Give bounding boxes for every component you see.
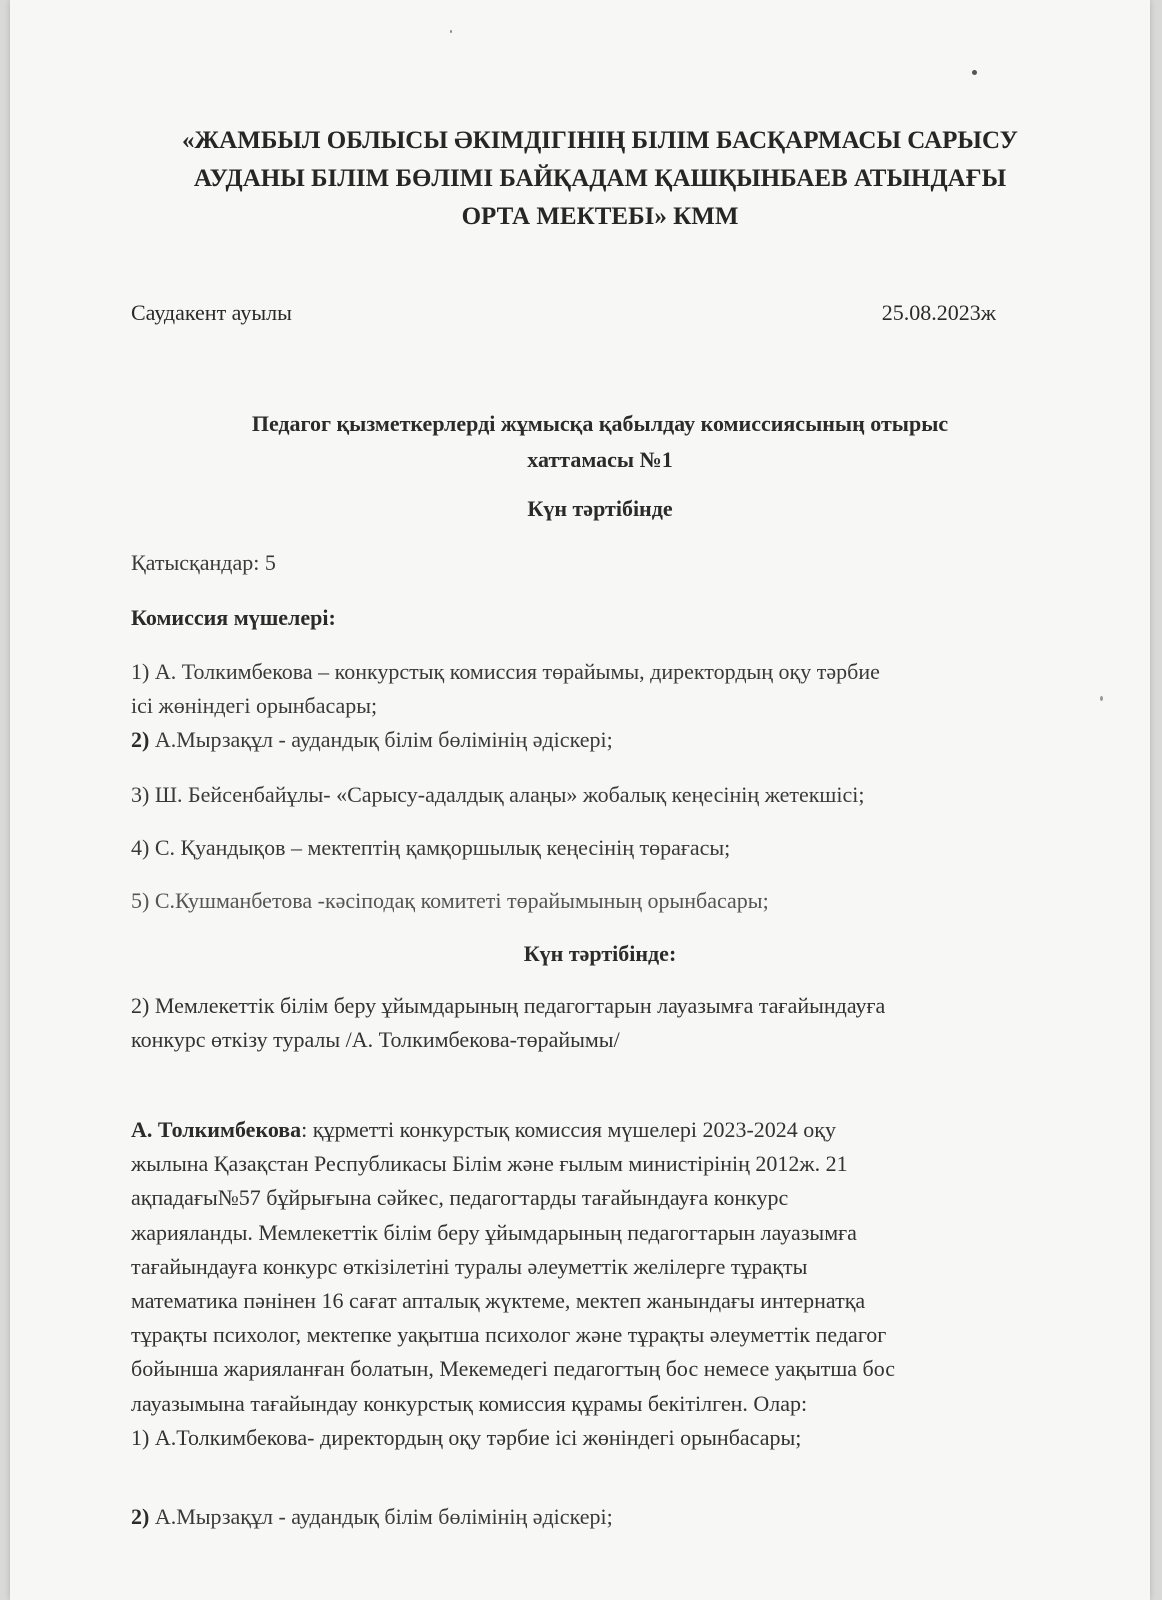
speech-paragraph [131,1113,1091,1455]
speech-line: тағайындауға конкурс өткізілетіні туралы әлеуметтік желілерге тұрақты [131,1253,808,1279]
member-item-3: 3) Ш. Бейсенбайұлы- «Сарысу-адалдық алаңы» жобалық кеңесінің жетекшісі; [131,782,865,807]
paper-speck [972,70,977,75]
paper-speck [1100,696,1103,701]
member-line: 1) А. Толкимбекова – конкурстық комиссия төрайымы, директордың оқу тәрбие [131,659,880,684]
speaker-name: А. Толкимбекова [131,1117,302,1142]
agenda-line: конкурс өткізу туралы /А. Толкимбекова-төрайымы/ [131,1027,620,1052]
org-title-line: «ЖАМБЫЛ ОБЛЫСЫ ӘКІМДІГІНІҢ БІЛІМ БАСҚАРМАСЫ САРЫСУ [181,127,1019,154]
member-item-1 [131,655,880,723]
item-number: 2) [131,1504,150,1529]
speech-line: ақпадағы№57 бұйрығына сәйкес, педагогтарды тағайындауға конкурс [131,1185,789,1211]
agenda-heading: Күн тәртібінде [527,496,673,521]
speech-line: лауазымына тағайындау конкурстық комиссия құрамы бекітілген. Олар: [131,1390,808,1416]
document-date: 25.08.2023ж [881,300,996,325]
place-date-row [131,300,996,334]
paper-speck [450,30,452,33]
organization-title [110,122,1090,236]
org-title-line: АУДАНЫ БІЛІМ БӨЛІМІ БАЙҚАДАМ ҚАШҚЫНБАЕВ АТЫНДАҒЫ [193,165,1007,192]
speech-line [131,1113,1091,1147]
member-number: 2) [131,727,150,752]
agenda-item [131,989,1091,1057]
agenda-line: 2) Мемлекеттік білім беру ұйымдарының педагогтарын лауазымға тағайындауға [131,993,886,1018]
speech-text: : құрметті конкурстық комиссия мүшелері 2023-2024 оқу [301,1117,836,1142]
item-text: А.Мырзақұл - аудандық білім бөлімінің әдіскері; [149,1504,613,1529]
member-item-5: 5) С.Кушманбетова -кәсіподақ комитеті төрайымының орынбасары; [131,888,769,913]
member-line: ісі жөніндегі орынбасары; [131,693,378,718]
agenda-heading-2: Күн тәртібінде: [523,941,677,966]
speech-line: тұрақты психолог, мектепке уақытша психолог және тұрақты әлеуметтік педагог [131,1322,887,1348]
protocol-title-line: Педагог қызметкерлерді жұмысқа қабылдау комиссиясының отырыс [251,411,949,436]
speech-line: жылына Қазақстан Республикасы Білім және ғылым министірінің 2012ж. 21 [131,1151,848,1177]
participants-count: Қатысқандар: 5 [131,550,276,575]
speech-line: 1) А.Толкимбекова- директордың оқу тәрбие ісі жөніндегі орынбасары; [131,1424,802,1450]
speech-line: математика пәнінен 16 сағат апталық жүктеме, мектеп жанындағы интернатқа [131,1288,866,1314]
member-item-4: 4) С. Қуандықов – мектептің қамқоршылық кеңесінің төрағасы; [131,835,731,860]
org-title-line: ОРТА МЕКТЕБІ» КММ [461,203,739,230]
member-text: А.Мырзақұл - аудандық білім бөлімінің әдіскері; [149,727,613,752]
document-page [10,0,1150,1600]
speech-line: жарияланды. Мемлекеттік білім беру ұйымдарының педагогтарын лауазымға [131,1219,857,1245]
protocol-title [110,406,1090,478]
protocol-title-line: хаттамасы №1 [527,447,673,472]
place-name: Саудакент ауылы [131,300,292,325]
final-item [131,1500,613,1534]
member-item-2 [131,723,613,757]
members-heading: Комиссия мүшелері: [131,605,336,630]
speech-line: бойынша жарияланған болатын, Мекемедегі педагогтың бос немесе уақытша бос [131,1356,896,1382]
